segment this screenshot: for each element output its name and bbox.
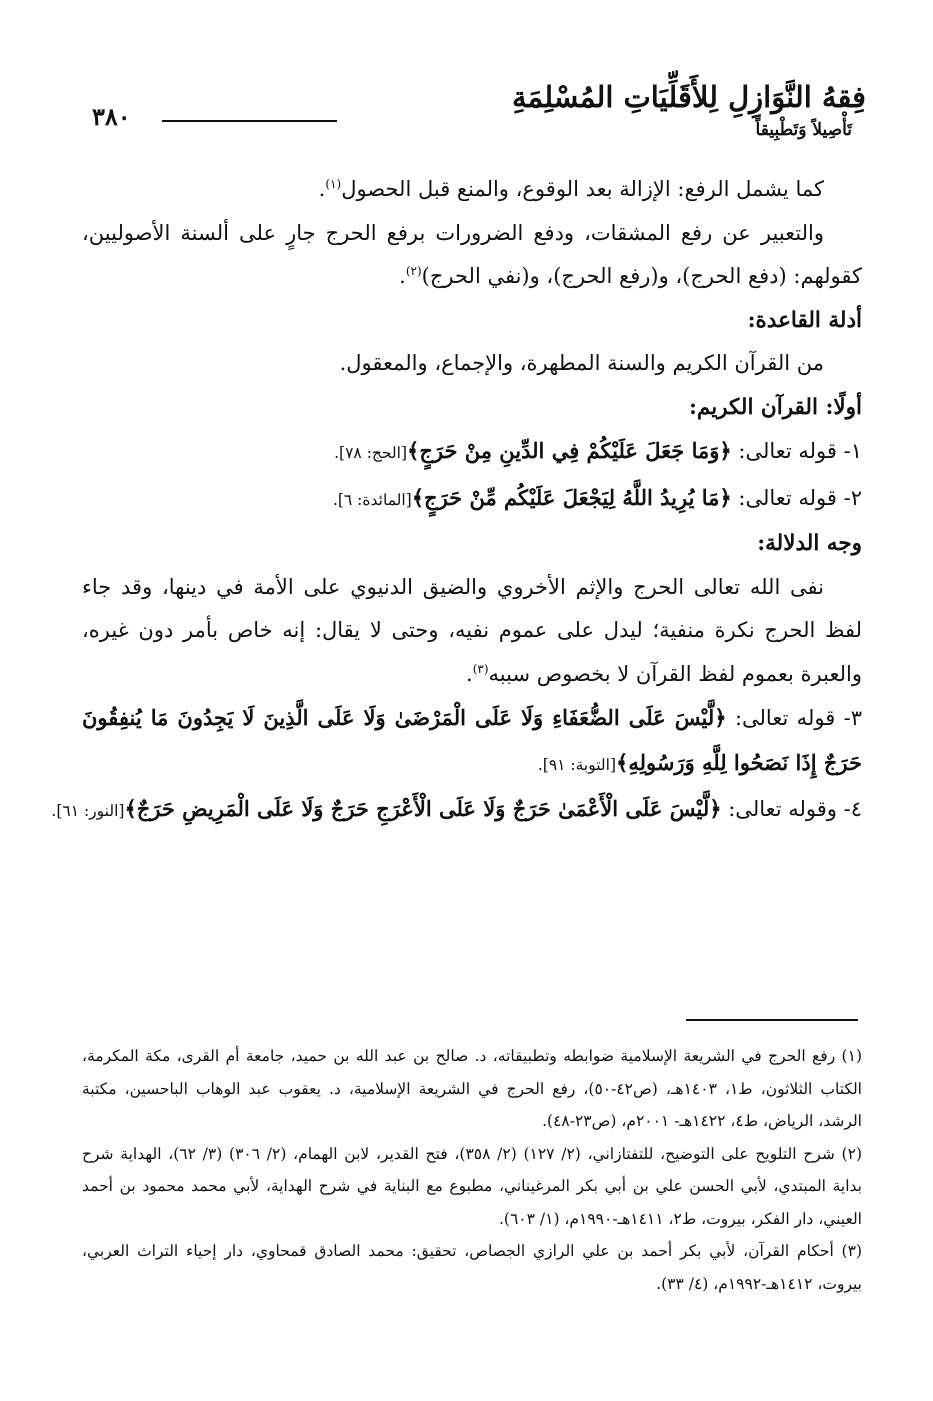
footnote-ref: (٣): [472, 661, 489, 676]
paragraph: من القرآن الكريم والسنة المطهرة، والإجماع، والمعقول.: [339, 351, 824, 375]
verse-item: [82, 476, 862, 523]
paragraph-end: .: [318, 177, 326, 201]
verse-item: [82, 429, 862, 476]
verse-citation: [التوبة: ٩١].: [537, 755, 617, 774]
quran-verse: ﴿لَّيْسَ عَلَى الضُّعَفَاءِ وَلَا عَلَى الْمَرْضَىٰ وَلَا عَلَى الَّذِينَ لَا يَجِدُونَ مَا يُنفِقُونَ حَرَجٌ إِذَا نَصَحُوا لِلَّهِ وَرَسُولِهِ﴾: [82, 705, 862, 775]
book-subtitle: تَأْصِيلاً وَتَطْبِيقاً: [755, 120, 852, 140]
paragraph-text: والتعبير عن رفع المشقات، ودفع الضرورات برفع الحرج جارٍ على ألسنة الأصوليين، كقولهم: (دفع الحرج)، و(رفع الحرج)، و(نفي الحرج): [82, 220, 862, 288]
footnote-3: (٣) أحكام القرآن، لأبي بكر أحمد بن علي الرازي الجصاص، تحقيق: محمد الصادق قمحاوي، دار إحياء التراث العربي، بيروت، ١٤١٢هـ-١٩٩٢م، (٤/ ٣٣).: [82, 1242, 862, 1293]
verse-item: [51, 787, 862, 834]
section-heading-indication: وجه الدلالة:: [757, 531, 862, 556]
verse-citation: [المائدة: ٦].: [332, 490, 412, 509]
quran-verse: ﴿لَّيْسَ عَلَى الْأَعْمَىٰ حَرَجٌ وَلَا عَلَى الْأَعْرَجِ حَرَجٌ وَلَا عَلَى الْمَرِيضِ حَرَجٌ﴾: [124, 796, 722, 821]
footnote-ref: (٢): [405, 264, 422, 278]
section-heading-quran: أولًا: القرآن الكريم:: [688, 394, 862, 420]
section-heading-evidence: أدلة القاعدة:: [747, 307, 862, 333]
footnote-2: (٢) شرح التلويح على التوضيح، للتفتازاني، (٢/ ١٢٧) (٢/ ٣٥٨)، فتح القدير، لابن الهمام، (٢/ ٣٠٦) (٣/ ٦٢)، الهداية شرح بداية المبتدي، لأبي الحسن علي بن أبي بكر المرغيناني، مطبوع مع البناية في شرح الهداية، لأبي محمد محمود بن أحمد العيني، دار الفكر، بيروت، ط٢، ١٤١١هـ-١٩٩٠م، (١/ ٦٠٣).: [82, 1144, 862, 1228]
verse-item: [82, 696, 862, 787]
footnote-separator: [686, 1019, 858, 1021]
page-number: ٣٨٠: [92, 102, 131, 131]
verse-intro: ٢- قوله تعالى:: [738, 485, 862, 510]
paragraph-end: .: [466, 661, 473, 686]
verse-intro: ٤- وقوله تعالى:: [728, 797, 862, 821]
paragraph: [82, 168, 862, 212]
verse-citation: [النور: ٦١].: [51, 802, 125, 820]
footnote-1: (١) رفع الحرج في الشريعة الإسلامية ضوابطه وتطبيقاته، د. صالح بن عبد الله بن حميد، جامعة أم القرى، مكة المكرمة، الكتاب الثلاثون، ط١، ١٤٠٣هـ، (ص٤٢-٥٠)، رفع الحرج في الشريعة الإسلامية، د. يعقوب عبد الوهاب الباحسين، مكتبة الرشد، الرياض، ط٤، ١٤٢٢هـ- ٢٠٠١م، (ص٢٣-٤٨).: [82, 1047, 862, 1130]
page-header: [84, 76, 864, 154]
quran-verse: ﴿مَا يُرِيدُ اللَّهُ لِيَجْعَلَ عَلَيْكُم مِّنْ حَرَجٍ﴾: [411, 484, 732, 510]
book-title: فِقهُ النَّوَازِلِ لِلأَقَلِّيَاتِ المُسْلِمَةِ: [511, 80, 866, 114]
paragraph: [82, 566, 862, 697]
verse-citation: [الحج: ٧٨].: [334, 444, 408, 462]
header-rule: [162, 120, 337, 122]
quran-verse: ﴿وَمَا جَعَلَ عَلَيْكُمْ فِي الدِّينِ مِنْ حَرَجٍ﴾: [407, 438, 732, 463]
paragraph-end: .: [399, 264, 406, 288]
main-text: [51, 168, 862, 834]
verse-intro: ٣- قوله تعالى:: [734, 706, 862, 730]
footnotes: [82, 1040, 862, 1300]
paragraph-text: نفى الله تعالى الحرج والإثم الأخروي والضيق الدنيوي على الأمة في دينها، وقد جاء لفظ الحرج نكرة منفية؛ ليدل على عموم نفيه، وحتى لا يقال: إنه خاص بأمر دون غيره، والعبرة بعموم لفظ القرآن لا بخصوص سببه: [82, 574, 862, 686]
footnote-ref: (١): [325, 177, 342, 191]
paragraph-text: كما يشمل الرفع: الإزالة بعد الوقوع، والمنع قبل الحصول: [341, 177, 824, 201]
paragraph: [82, 212, 862, 299]
verse-intro: ١- قوله تعالى:: [738, 439, 862, 463]
running-title: [346, 76, 866, 154]
